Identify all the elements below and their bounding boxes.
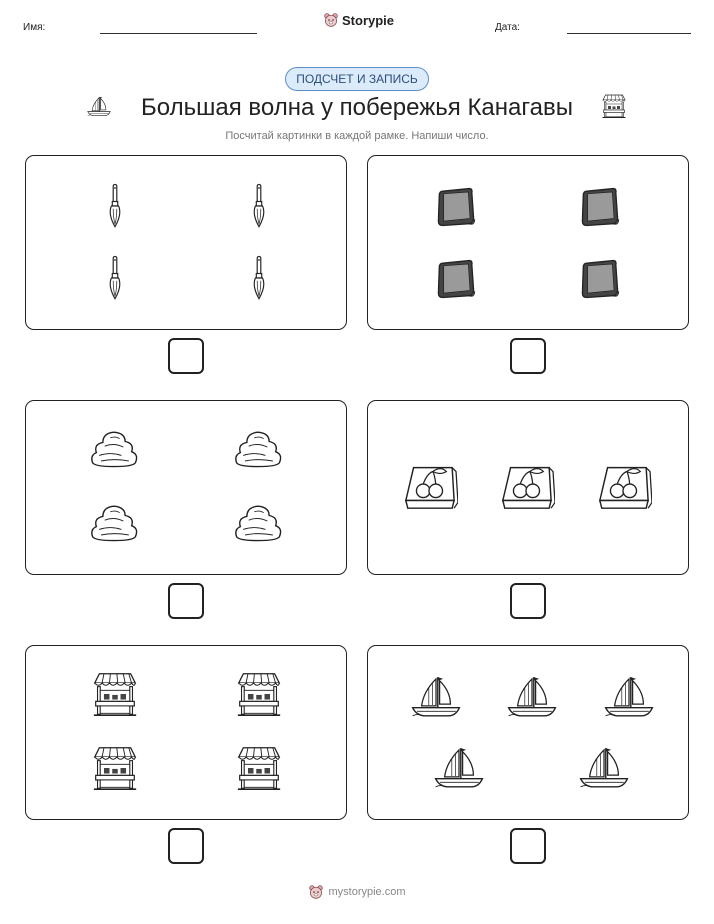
sponge-icon — [434, 185, 478, 229]
footer — [0, 884, 714, 900]
market-stall-icon — [236, 744, 282, 792]
counting-frame-brushes — [25, 155, 347, 330]
date-label: Дата: — [495, 22, 520, 33]
instruction-text: Посчитай картинки в каждой рамке. Напиши число. — [225, 130, 489, 142]
sailboat-icon — [577, 744, 631, 790]
answer-box-sand-piles[interactable] — [168, 583, 204, 619]
sponge-icon — [434, 257, 478, 301]
brand-logo — [323, 12, 394, 28]
counting-frame-sponges — [367, 155, 689, 330]
answer-box-cherry-boxes[interactable] — [510, 583, 546, 619]
counting-frame-sailboats — [367, 645, 689, 820]
bear-logo-icon — [308, 884, 324, 900]
sponge-icon — [578, 185, 622, 229]
sand-pile-icon — [232, 427, 284, 469]
bear-logo-icon — [323, 12, 339, 28]
sponge-icon — [578, 257, 622, 301]
sand-pile-icon — [88, 501, 140, 543]
date-field[interactable] — [567, 33, 691, 34]
answer-box-sailboats[interactable] — [510, 828, 546, 864]
brush-icon — [106, 252, 124, 304]
cherry-box-icon — [497, 458, 555, 514]
name-field[interactable] — [100, 33, 257, 34]
sailboat-icon — [602, 673, 656, 719]
market-stall-icon — [236, 670, 282, 718]
brush-icon — [250, 252, 268, 304]
counting-frame-market-stalls — [25, 645, 347, 820]
sailboat-icon — [505, 673, 559, 719]
cherry-box-icon — [594, 458, 652, 514]
market-stall-icon — [92, 670, 138, 718]
sailboat-icon — [432, 744, 486, 790]
sand-pile-icon — [88, 427, 140, 469]
footer-site: mystorypie.com — [328, 886, 406, 898]
worksheet-title: Большая волна у побережья Канагавы — [141, 94, 573, 121]
worksheet-type-badge: ПОДСЧЕТ И ЗАПИСЬ — [285, 67, 429, 91]
answer-box-brushes[interactable] — [168, 338, 204, 374]
answer-box-sponges[interactable] — [510, 338, 546, 374]
name-label: Имя: — [23, 22, 46, 33]
sailboat-icon — [409, 673, 463, 719]
market-stall-icon — [92, 744, 138, 792]
market-stall-icon — [601, 93, 627, 119]
answer-box-market-stalls[interactable] — [168, 828, 204, 864]
brand-name: Storypie — [342, 12, 395, 28]
counting-frame-sand-piles — [25, 400, 347, 575]
brush-icon — [106, 180, 124, 232]
sand-pile-icon — [232, 501, 284, 543]
brush-icon — [250, 180, 268, 232]
counting-frame-cherry-boxes — [367, 400, 689, 575]
cherry-box-icon — [400, 458, 458, 514]
